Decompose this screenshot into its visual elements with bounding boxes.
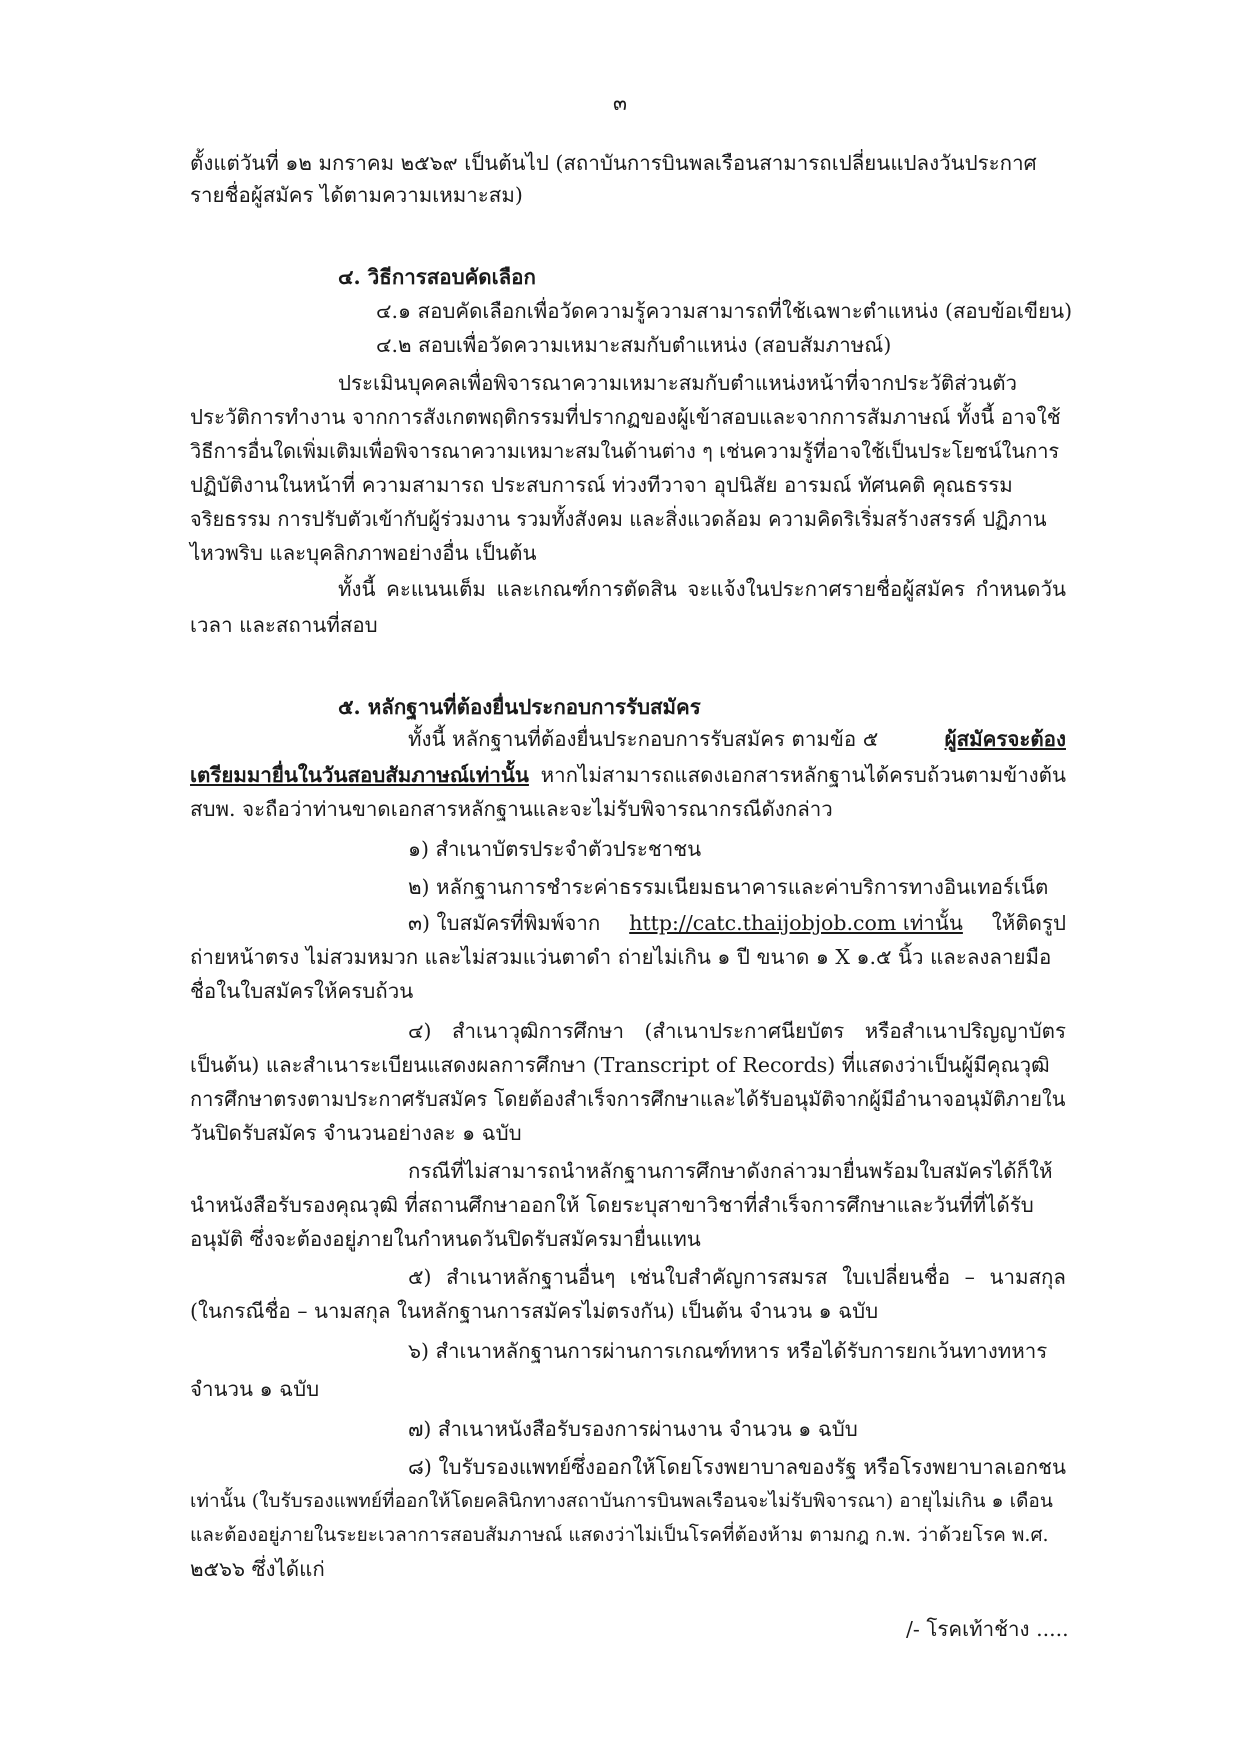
section-5-item-1: ๑) สำเนาบัตรประจำตัวประชาชน xyxy=(408,837,702,861)
section-4-para-1-line-2: ประวัติการทำงาน จากการสังเกตพฤติกรรมที่ปรากฏของผู้เข้าสอบและจากการสัมภาษณ์ ทั้งนี้ อาจใช้ xyxy=(190,405,1061,429)
section-5-heading: ๕. หลักฐานที่ต้องยื่นประกอบการรับสมัคร xyxy=(338,695,701,719)
section-4-heading: ๔. วิธีการสอบคัดเลือก xyxy=(338,265,536,289)
section-5-intro-line-1 xyxy=(408,724,1066,754)
section-5-item-4-note-line-3: อนุมัติ ซึ่งจะต้องอยู่ภายในกำหนดวันปิดรับสมัครมายื่นแทน xyxy=(190,1227,701,1251)
section-4-item-1: ๔.๑ สอบคัดเลือกเพื่อวัดความรู้ความสามารถที่ใช้เฉพาะตำแหน่ง (สอบข้อเขียน) xyxy=(376,299,1073,323)
section-5-intro-emphasis-1: ผู้สมัครจะต้อง xyxy=(944,727,1066,751)
section-5-intro-text-2: หากไม่สามารถแสดงเอกสารหลักฐานได้ครบถ้วนตามข้างต้น xyxy=(540,763,1066,787)
section-4-para-2-line-2: เวลา และสถานที่สอบ xyxy=(190,613,378,637)
section-5-item-4-note-line-2: นำหนังสือรับรองคุณวุฒิ ที่สถานศึกษาออกให้ โดยระบุสาขาวิชาที่สำเร็จการศึกษาและวันที่ที่ได้รับ xyxy=(190,1193,1034,1217)
page-number: ๓ xyxy=(612,91,627,115)
section-5-item-5-line-2: (ในกรณีชื่อ – นามสกุล ในหลักฐานการสมัครไม่ตรงกัน) เป็นต้น จำนวน ๑ ฉบับ xyxy=(190,1299,879,1323)
section-5-item-8-line-4: ๒๕๖๖ ซึ่งได้แก่ xyxy=(190,1557,325,1581)
section-5-item-6-line-2: จำนวน ๑ ฉบับ xyxy=(190,1377,320,1401)
section-4-item-2: ๔.๒ สอบเพื่อวัดความเหมาะสมกับตำแหน่ง (สอบสัมภาษณ์) xyxy=(376,333,892,357)
section-5-item-2: ๒) หลักฐานการชำระค่าธรรมเนียมธนาคารและค่าบริการทางอินเทอร์เน็ต xyxy=(408,875,1049,899)
section-4-para-1-line-1: ประเมินบุคคลเพื่อพิจารณาความเหมาะสมกับตำแหน่งหน้าที่จากประวัติส่วนตัว xyxy=(338,371,1018,395)
section-5-item-3-line-1 xyxy=(408,908,1066,938)
section-5-item-4-line-4: วันปิดรับสมัคร จำนวนอย่างละ ๑ ฉบับ xyxy=(190,1121,522,1145)
section-5-item-3-line-2: ถ่ายหน้าตรง ไม่สวมหมวก และไม่สวมแว่นตาดำ ถ่ายไม่เกิน ๑ ปี ขนาด ๑ X ๑.๕ นิ้ว และลงลายมือ xyxy=(190,945,1052,969)
section-4-para-1-line-4: ปฏิบัติงานในหน้าที่ ความสามารถ ประสบการณ์ ท่วงทีวาจา อุปนิสัย อารมณ์ ทัศนคติ คุณธรรม xyxy=(190,473,1013,497)
section-4-para-1-line-5: จริยธรรม การปรับตัวเข้ากับผู้ร่วมงาน รวมทั้งสังคม และสิ่งแวดล้อม ความคิดริเริ่มสร้างสรรค์ ปฏิภาน xyxy=(190,507,1047,531)
application-link[interactable]: http://catc.thaijobjob.com เท่านั้น xyxy=(629,911,963,935)
section-5-item-3-text-end: ให้ติดรูป xyxy=(991,911,1066,935)
intro-line-1: ตั้งแต่วันที่ ๑๒ มกราคม ๒๕๖๙ เป็นต้นไป (สถาบันการบินพลเรือนสามารถเปลี่ยนแปลงวันประกาศ xyxy=(190,151,1037,175)
section-5-intro-text: ทั้งนี้ หลักฐานที่ต้องยื่นประกอบการรับสมัคร ตามข้อ ๕ xyxy=(408,727,879,751)
section-5-item-3-text: ๓) ใบสมัครที่พิมพ์จาก xyxy=(408,911,601,935)
section-4-para-1-line-6: ไหวพริบ และบุคลิกภาพอย่างอื่น เป็นต้น xyxy=(190,541,537,565)
section-5-item-3-line-3: ชื่อในใบสมัครให้ครบถ้วน xyxy=(190,979,414,1003)
section-5-item-4-line-2: เป็นต้น) และสำเนาระเบียนแสดงผลการศึกษา (Transcript of Records) ที่แสดงว่าเป็นผู้มีคุณวุฒิ xyxy=(190,1053,1050,1077)
section-5-intro-emphasis-2: เตรียมมายื่นในวันสอบสัมภาษณ์เท่านั้น xyxy=(190,763,529,787)
section-5-item-4-note-line-1: กรณีที่ไม่สามารถนำหลักฐานการศึกษาดังกล่าวมายื่นพร้อมใบสมัครได้ก็ให้ xyxy=(408,1159,1053,1183)
section-5-item-8-line-1: ๘) ใบรับรองแพทย์ซึ่งออกให้โดยโรงพยาบาลของรัฐ หรือโรงพยาบาลเอกชน xyxy=(408,1455,1066,1479)
section-5-item-8-line-3: และต้องอยู่ภายในระยะเวลาการสอบสัมภาษณ์ แสดงว่าไม่เป็นโรคที่ต้องห้าม ตามกฎ ก.พ. ว่าด้วยโรค พ.ศ. xyxy=(190,1524,1049,1546)
section-5-intro-line-2 xyxy=(190,760,1066,790)
section-5-item-8-line-2: เท่านั้น (ใบรับรองแพทย์ที่ออกให้โดยคลินิกทางสถาบันการบินพลเรือนจะไม่รับพิจารณา) อายุไม่เกิน ๑ เดือน xyxy=(190,1490,1053,1512)
continuation-note: /- โรคเท้าช้าง ..... xyxy=(906,1617,1069,1641)
section-5-item-4-line-1: ๔) สำเนาวุฒิการศึกษา (สำเนาประกาศนียบัตร หรือสำเนาปริญญาบัตร xyxy=(408,1019,1066,1043)
section-5-item-6-line-1: ๖) สำเนาหลักฐานการผ่านการเกณฑ์ทหาร หรือได้รับการยกเว้นทางทหาร xyxy=(408,1339,1048,1363)
section-5-item-5-line-1: ๕) สำเนาหลักฐานอื่นๆ เช่นใบสำคัญการสมรส ใบเปลี่ยนชื่อ – นามสกุล xyxy=(408,1265,1066,1289)
intro-line-2: รายชื่อผู้สมัคร ได้ตามความเหมาะสม) xyxy=(190,183,523,207)
section-4-para-2-line-1: ทั้งนี้ คะแนนเต็ม และเกณฑ์การตัดสิน จะแจ้งในประกาศรายชื่อผู้สมัคร กำหนดวัน xyxy=(338,577,1066,601)
section-5-item-7: ๗) สำเนาหนังสือรับรองการผ่านงาน จำนวน ๑ ฉบับ xyxy=(408,1417,858,1441)
section-5-item-4-line-3: การศึกษาตรงตามประกาศรับสมัคร โดยต้องสำเร็จการศึกษาและได้รับอนุมัติจากผู้มีอำนาจอนุมัติภายใน xyxy=(190,1087,1066,1111)
section-4-para-1-line-3: วิธีการอื่นใดเพิ่มเติมเพื่อพิจารณาความเหมาะสมในด้านต่าง ๆ เช่นความรู้ที่อาจใช้เป็นประโยชน์ในการ xyxy=(190,439,1060,463)
section-5-intro-line-3: สบพ. จะถือว่าท่านขาดเอกสารหลักฐานและจะไม่รับพิจารณากรณีดังกล่าว xyxy=(190,797,833,821)
